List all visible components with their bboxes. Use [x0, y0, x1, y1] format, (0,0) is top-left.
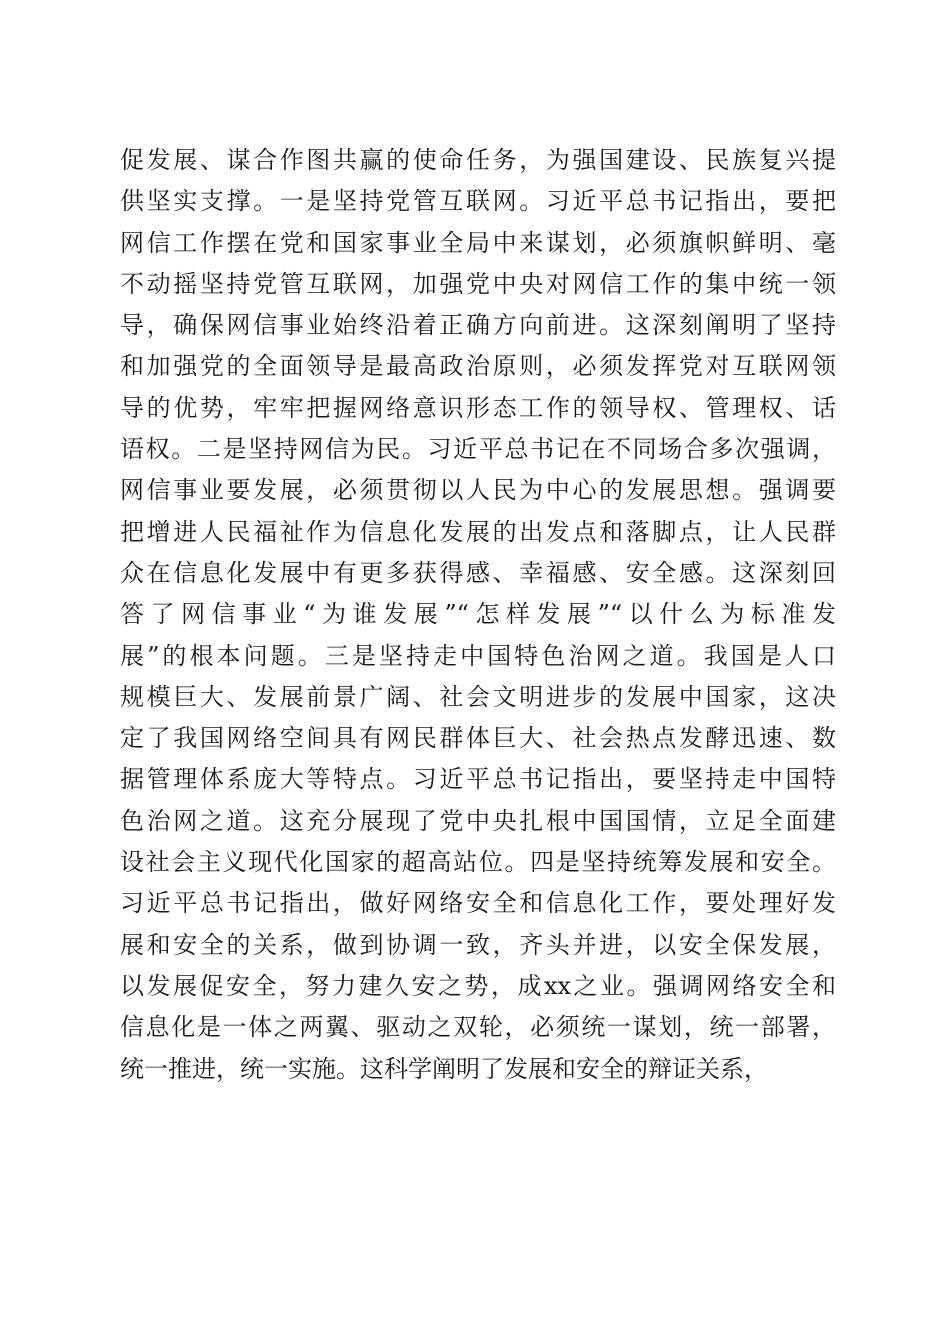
text-line: 统一推进，统一实施。这科学阐明了发展和安全的辩证关系， — [120, 1054, 768, 1083]
text-line: 色治网之道。这充分展现了党中央扎根中国国情，立足全面建 — [120, 806, 836, 835]
text-line: 规模巨大、发展前景广阔、社会文明进步的发展中国家，这决 — [120, 682, 836, 711]
body-paragraph — [120, 140, 836, 1090]
text-line: 答了网信事业“为谁发展”“怎样发展”“以什么为标准发 — [120, 600, 836, 629]
text-line: 网信事业要发展，必须贯彻以人民为中心的发展思想。强调要 — [120, 476, 836, 505]
text-line: 和加强党的全面领导是最高政治原则，必须发挥党对互联网领 — [120, 352, 836, 381]
text-line: 展和安全的关系，做到协调一致，齐头并进，以安全保发展， — [120, 930, 836, 959]
text-line: 不动摇坚持党管互联网，加强党中央对网信工作的集中统一领 — [120, 269, 836, 298]
text-line: 定了我国网络空间具有网民群体巨大、社会热点发酵迅速、数 — [120, 724, 836, 753]
text-line: 导，确保网信事业始终沿着正确方向前进。这深刻阐明了坚持 — [120, 311, 836, 340]
text-line: 据管理体系庞大等特点。习近平总书记指出，要坚持走中国特 — [120, 765, 836, 794]
text-line: 导的优势，牢牢把握网络意识形态工作的领导权、管理权、话 — [120, 393, 836, 422]
text-line: 展”的根本问题。三是坚持走中国特色治网之道。我国是人口 — [120, 641, 836, 670]
text-line: 语权。二是坚持网信为民。习近平总书记在不同场合多次强调， — [120, 435, 836, 464]
text-line: 信息化是一体之两翼、驱动之双轮，必须统一谋划，统一部署， — [120, 1013, 836, 1042]
text-line: 网信工作摆在党和国家事业全局中来谋划，必须旗帜鲜明、毫 — [120, 228, 836, 257]
text-line: 设社会主义现代化国家的超高站位。四是坚持统筹发展和安全。 — [120, 848, 836, 877]
text-line: 把增进人民福祉作为信息化发展的出发点和落脚点，让人民群 — [120, 517, 836, 546]
text-line: 众在信息化发展中有更多获得感、幸福感、安全感。这深刻回 — [120, 558, 836, 587]
text-line: 以发展促安全，努力建久安之势，成xx之业。强调网络安全和 — [120, 971, 836, 1000]
text-line: 习近平总书记指出，做好网络安全和信息化工作，要处理好发 — [120, 889, 836, 918]
text-line: 促发展、谋合作图共赢的使命任务，为强国建设、民族复兴提 — [120, 146, 836, 174]
text-line: 供坚实支撑。一是坚持党管互联网。习近平总书记指出，要把 — [120, 187, 836, 216]
